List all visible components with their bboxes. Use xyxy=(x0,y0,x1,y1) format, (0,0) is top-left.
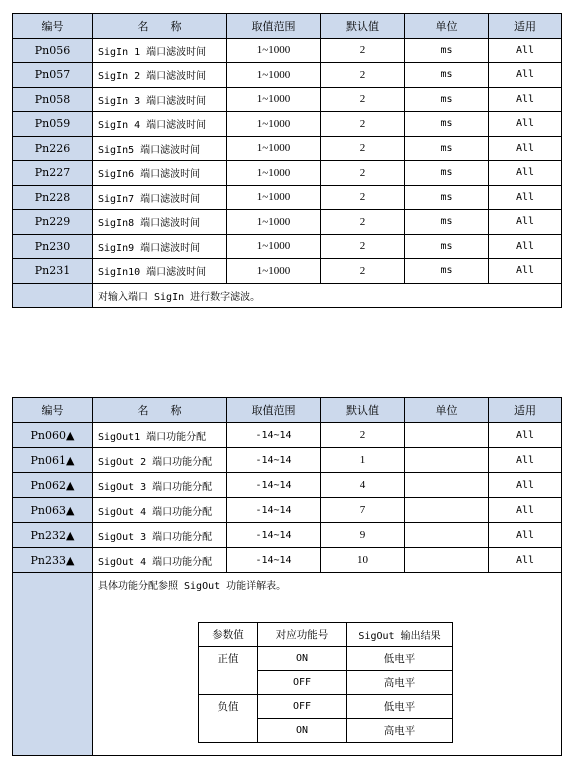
param-applies: All xyxy=(489,259,562,284)
inner-result: 低电平 xyxy=(347,695,453,719)
param-code: Pn230 xyxy=(13,234,93,259)
param-default: 4 xyxy=(321,473,405,498)
param-default: 2 xyxy=(321,161,405,186)
param-unit xyxy=(405,548,489,573)
inner-func: OFF xyxy=(258,695,347,719)
param-name: SigIn10 端口滤波时间 xyxy=(93,259,227,284)
param-default: 2 xyxy=(321,38,405,63)
param-range: 1~1000 xyxy=(227,185,321,210)
header-unit: 单位 xyxy=(405,398,489,423)
inner-row xyxy=(199,695,453,719)
param-range: -14~14 xyxy=(227,473,321,498)
param-applies: All xyxy=(489,448,562,473)
param-name: SigIn5 端口滤波时间 xyxy=(93,136,227,161)
param-name: SigOut 4 端口功能分配 xyxy=(93,498,227,523)
param-code: Pn228 xyxy=(13,185,93,210)
header-unit: 单位 xyxy=(405,14,489,39)
param-range: 1~1000 xyxy=(227,259,321,284)
param-code: Pn232▲ xyxy=(13,523,93,548)
param-name: SigIn9 端口滤波时间 xyxy=(93,234,227,259)
param-default: 2 xyxy=(321,112,405,137)
param-applies: All xyxy=(489,548,562,573)
table-row xyxy=(13,136,562,161)
inner-row xyxy=(199,647,453,671)
param-range: 1~1000 xyxy=(227,210,321,235)
param-code: Pn057 xyxy=(13,63,93,88)
table-row xyxy=(13,523,562,548)
param-default: 2 xyxy=(321,87,405,112)
param-unit xyxy=(405,473,489,498)
param-range: -14~14 xyxy=(227,548,321,573)
table-row xyxy=(13,234,562,259)
param-default: 9 xyxy=(321,523,405,548)
param-applies: All xyxy=(489,473,562,498)
table-header-row xyxy=(13,14,562,39)
param-default: 2 xyxy=(321,423,405,448)
header-applies: 适用 xyxy=(489,398,562,423)
table-row xyxy=(13,423,562,448)
table-row xyxy=(13,210,562,235)
param-code: Pn056 xyxy=(13,38,93,63)
param-default: 1 xyxy=(321,448,405,473)
table-header-row xyxy=(13,398,562,423)
param-unit xyxy=(405,448,489,473)
param-code: Pn060▲ xyxy=(13,423,93,448)
param-default: 2 xyxy=(321,63,405,88)
param-code: Pn229 xyxy=(13,210,93,235)
inner-result: 低电平 xyxy=(347,647,453,671)
param-default: 2 xyxy=(321,210,405,235)
param-unit: ms xyxy=(405,87,489,112)
header-default: 默认值 xyxy=(321,14,405,39)
table-row xyxy=(13,448,562,473)
param-range: 1~1000 xyxy=(227,136,321,161)
inner-negative-label: 负值 xyxy=(199,695,258,743)
param-applies: All xyxy=(489,234,562,259)
description-text: 对输入端口 SigIn 进行数字滤波。 xyxy=(93,283,562,308)
param-applies: All xyxy=(489,498,562,523)
param-default: 2 xyxy=(321,259,405,284)
header-range: 取值范围 xyxy=(227,14,321,39)
header-name: 名 称 xyxy=(93,14,227,39)
param-applies: All xyxy=(489,210,562,235)
param-default: 2 xyxy=(321,234,405,259)
param-code: Pn058 xyxy=(13,87,93,112)
param-unit: ms xyxy=(405,63,489,88)
inner-result: 高电平 xyxy=(347,671,453,695)
table-row xyxy=(13,87,562,112)
table-row xyxy=(13,473,562,498)
inner-header-row xyxy=(199,623,453,647)
param-applies: All xyxy=(489,112,562,137)
param-code: Pn063▲ xyxy=(13,498,93,523)
param-code: Pn233▲ xyxy=(13,548,93,573)
param-applies: All xyxy=(489,161,562,186)
param-unit: ms xyxy=(405,136,489,161)
param-unit xyxy=(405,498,489,523)
param-unit: ms xyxy=(405,185,489,210)
param-code: Pn226 xyxy=(13,136,93,161)
param-name: SigIn 3 端口滤波时间 xyxy=(93,87,227,112)
inner-header-result: SigOut 输出结果 xyxy=(347,623,453,647)
table-row xyxy=(13,259,562,284)
header-name: 名 称 xyxy=(93,398,227,423)
description-blank-cell xyxy=(13,573,93,756)
inner-positive-label: 正值 xyxy=(199,647,258,695)
description-row xyxy=(13,283,562,308)
sigout-function-detail-table xyxy=(198,622,453,743)
param-name: SigOut 4 端口功能分配 xyxy=(93,548,227,573)
param-unit: ms xyxy=(405,259,489,284)
param-applies: All xyxy=(489,38,562,63)
table-row xyxy=(13,112,562,137)
filter-time-table xyxy=(12,13,562,308)
param-range: 1~1000 xyxy=(227,87,321,112)
param-range: 1~1000 xyxy=(227,112,321,137)
param-range: 1~1000 xyxy=(227,161,321,186)
param-name: SigIn6 端口滤波时间 xyxy=(93,161,227,186)
param-name: SigIn7 端口滤波时间 xyxy=(93,185,227,210)
param-name: SigOut 3 端口功能分配 xyxy=(93,473,227,498)
inner-func: ON xyxy=(258,647,347,671)
param-range: -14~14 xyxy=(227,423,321,448)
table-row xyxy=(13,63,562,88)
table-row xyxy=(13,498,562,523)
param-code: Pn231 xyxy=(13,259,93,284)
inner-func: OFF xyxy=(258,671,347,695)
param-code: Pn062▲ xyxy=(13,473,93,498)
param-range: 1~1000 xyxy=(227,38,321,63)
param-name: SigOut 2 端口功能分配 xyxy=(93,448,227,473)
param-code: Pn061▲ xyxy=(13,448,93,473)
header-applies: 适用 xyxy=(489,14,562,39)
header-default: 默认值 xyxy=(321,398,405,423)
table-row xyxy=(13,185,562,210)
param-range: -14~14 xyxy=(227,448,321,473)
param-range: -14~14 xyxy=(227,498,321,523)
param-name: SigIn8 端口滤波时间 xyxy=(93,210,227,235)
param-applies: All xyxy=(489,523,562,548)
param-unit xyxy=(405,423,489,448)
param-default: 10 xyxy=(321,548,405,573)
param-name: SigOut 3 端口功能分配 xyxy=(93,523,227,548)
param-range: 1~1000 xyxy=(227,234,321,259)
table-row xyxy=(13,548,562,573)
param-applies: All xyxy=(489,87,562,112)
table-row xyxy=(13,161,562,186)
param-name: SigIn 1 端口滤波时间 xyxy=(93,38,227,63)
param-unit: ms xyxy=(405,210,489,235)
param-range: 1~1000 xyxy=(227,63,321,88)
inner-func: ON xyxy=(258,719,347,743)
param-applies: All xyxy=(489,63,562,88)
inner-header-param: 参数值 xyxy=(199,623,258,647)
param-unit: ms xyxy=(405,112,489,137)
param-unit: ms xyxy=(405,38,489,63)
param-unit xyxy=(405,523,489,548)
description-text: 具体功能分配参照 SigOut 功能详解表。 xyxy=(98,581,287,592)
param-range: -14~14 xyxy=(227,523,321,548)
param-applies: All xyxy=(489,136,562,161)
param-applies: All xyxy=(489,185,562,210)
header-range: 取值范围 xyxy=(227,398,321,423)
param-default: 2 xyxy=(321,185,405,210)
param-name: SigOut1 端口功能分配 xyxy=(93,423,227,448)
param-code: Pn227 xyxy=(13,161,93,186)
param-applies: All xyxy=(489,423,562,448)
param-name: SigIn 2 端口滤波时间 xyxy=(93,63,227,88)
table-row xyxy=(13,38,562,63)
param-unit: ms xyxy=(405,234,489,259)
param-default: 7 xyxy=(321,498,405,523)
param-code: Pn059 xyxy=(13,112,93,137)
description-blank-cell xyxy=(13,283,93,308)
header-code: 编号 xyxy=(13,14,93,39)
header-code: 编号 xyxy=(13,398,93,423)
param-unit: ms xyxy=(405,161,489,186)
inner-result: 高电平 xyxy=(347,719,453,743)
inner-header-func: 对应功能号 xyxy=(258,623,347,647)
param-default: 2 xyxy=(321,136,405,161)
param-name: SigIn 4 端口滤波时间 xyxy=(93,112,227,137)
